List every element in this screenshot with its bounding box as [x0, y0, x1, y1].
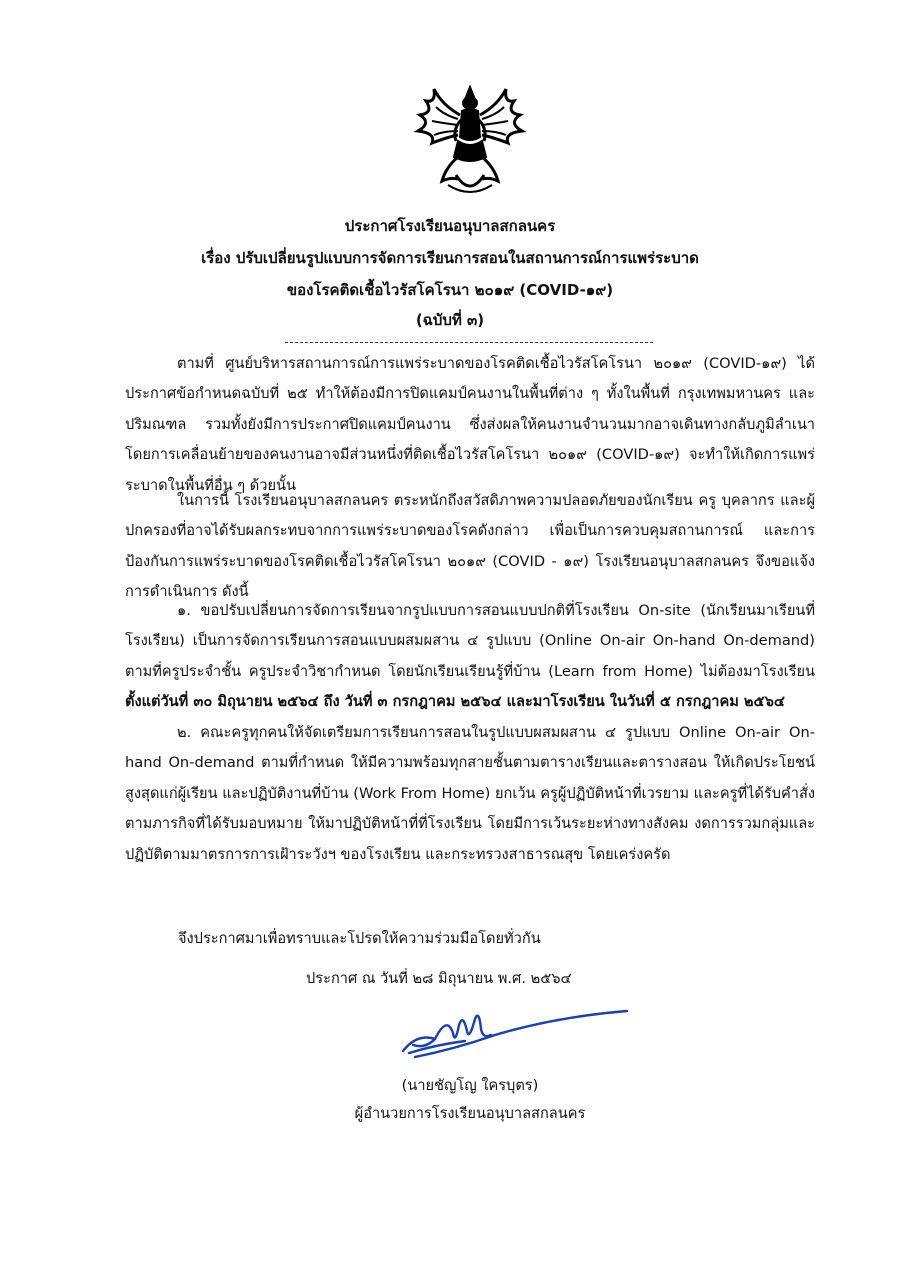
edition-number: (ฉบับที่ ๓) [415, 311, 485, 329]
action-item-1-text: ๑. ขอปรับเปลี่ยนการจัดการเรียนจากรูปแบบการสอนแบบปกติที่โรงเรียน On-site (นักเรียนมาเรียนที่โรงเรียน) เป็นการจัดการเรียนการสอนแบบผสมผสาน ๔ รูปแบบ (Online On-air On-hand On-demand) ตามที่ครูประจำชั้น ครูประจำวิชากำหนด โดยนักเรียนเรียนรู้ที่บ้าน (Learn from Home) ไม่ต้องมาโรงเรียน [125, 602, 815, 680]
signer-name: (นายชัญโญ ใครบุตร) [401, 1077, 539, 1094]
signature-icon [395, 1005, 635, 1065]
action-item-1-dates: ตั้งแต่วันที่ ๓๐ มิถุนายน ๒๕๖๔ ถึง วันที่ ๓ กรกฎาคม ๒๕๖๔ และมาโรงเรียน ในวันที่ ๕ กรกฎาคม ๒๕๖๔ [125, 693, 785, 711]
subject-line: เรื่อง ปรับเปลี่ยนรูปแบบการจัดการเรียนการสอนในสถานการณ์การแพร่ระบาด [201, 249, 699, 267]
announcement-title: ประกาศโรงเรียนอนุบาลสกลนคร [344, 217, 556, 235]
action-item-1 [125, 596, 815, 718]
paragraph-background: ตามที่ ศูนย์บริหารสถานการณ์การแพร่ระบาดของโรคติดเชื้อไวรัสโคโรนา ๒๐๑๙ (COVID-๑๙) ได้ประกาศข้อกำหนดฉบับที่ ๒๕ ทำให้ต้องมีการปิดแคมป์คนงานในพื้นที่ต่าง ๆ ทั้งในพื้นที่ กรุงเทพมหานคร และปริมณฑล รวมทั้งยังมีการประกาศปิดแคมป์คนงาน ซึ่งส่งผลให้คนงานจำนวนมากอาจเดินทางกลับภูมิลำเนา โดยการเคลื่อนย้ายของคนงานอาจมีส่วนหนึ่งที่ติดเชื้อไวรัสโคโรนา ๒๐๑๙ (COVID-๑๙) จะทำให้เกิดการแพร่ระบาดในพื้นที่อื่น ๆ ด้วยนั้น [125, 355, 815, 494]
paragraph-school-action: ในการนี้ โรงเรียนอนุบาลสกลนคร ตระหนักถึงสวัสดิภาพความปลอดภัยของนักเรียน ครู บุคลากร และผู้ปกครองที่อาจได้รับผลกระทบจากการแพร่ระบาดของโรคดังกล่าว เพื่อเป็นการควบคุมสถานการณ์ และการป้องกันการแพร่ระบาดของโรคติดเชื้อไวรัสโคโรนา ๒๐๑๙ (COVID - ๑๙) โรงเรียนอนุบาลสกลนคร จึงขอแจ้งการดำเนินการ ดังนี้ [125, 492, 815, 601]
garuda-emblem-icon [412, 85, 528, 197]
subject-line-continued: ของโรคติดเชื้อไวรัสโคโรนา ๒๐๑๙ (COVID-๑๙) [286, 281, 614, 299]
closing-statement: จึงประกาศมาเพื่อทราบและโปรดให้ความร่วมมือโดยทั่วกัน [178, 930, 541, 947]
signer-title: ผู้อำนวยการโรงเรียนอนุบาลสกลนคร [354, 1105, 586, 1122]
dashed-divider [285, 342, 653, 343]
action-item-2: ๒. คณะครูทุกคนให้จัดเตรียมการเรียนการสอนในรูปแบบผสมผสาน ๔ รูปแบบ Online On-air On-hand On-demand ตามที่กำหนด ให้มีความพร้อมทุกสายชั้นตามตารางเรียนและตารางสอน ให้เกิดประโยชน์สูงสุดแก่ผู้เรียน และปฏิบัติงานที่บ้าน (Work From Home) ยกเว้น ครูผู้ปฏิบัติหน้าที่เวรยาม และครูที่ได้รับคำสั่งตามภารกิจที่ได้รับมอบหมาย ให้มาปฏิบัติหน้าที่ที่โรงเรียน โดยมีการเว้นระยะห่างทางสังคม งดการรวมกลุ่มและปฏิบัติตามมาตรการการเฝ้าระวังฯ ของโรงเรียน และกระทรวงสาธารณสุข โดยเคร่งครัด [125, 724, 815, 863]
announcement-date: ประกาศ ณ วันที่ ๒๘ มิถุนายน พ.ศ. ๒๕๖๔ [306, 970, 572, 987]
